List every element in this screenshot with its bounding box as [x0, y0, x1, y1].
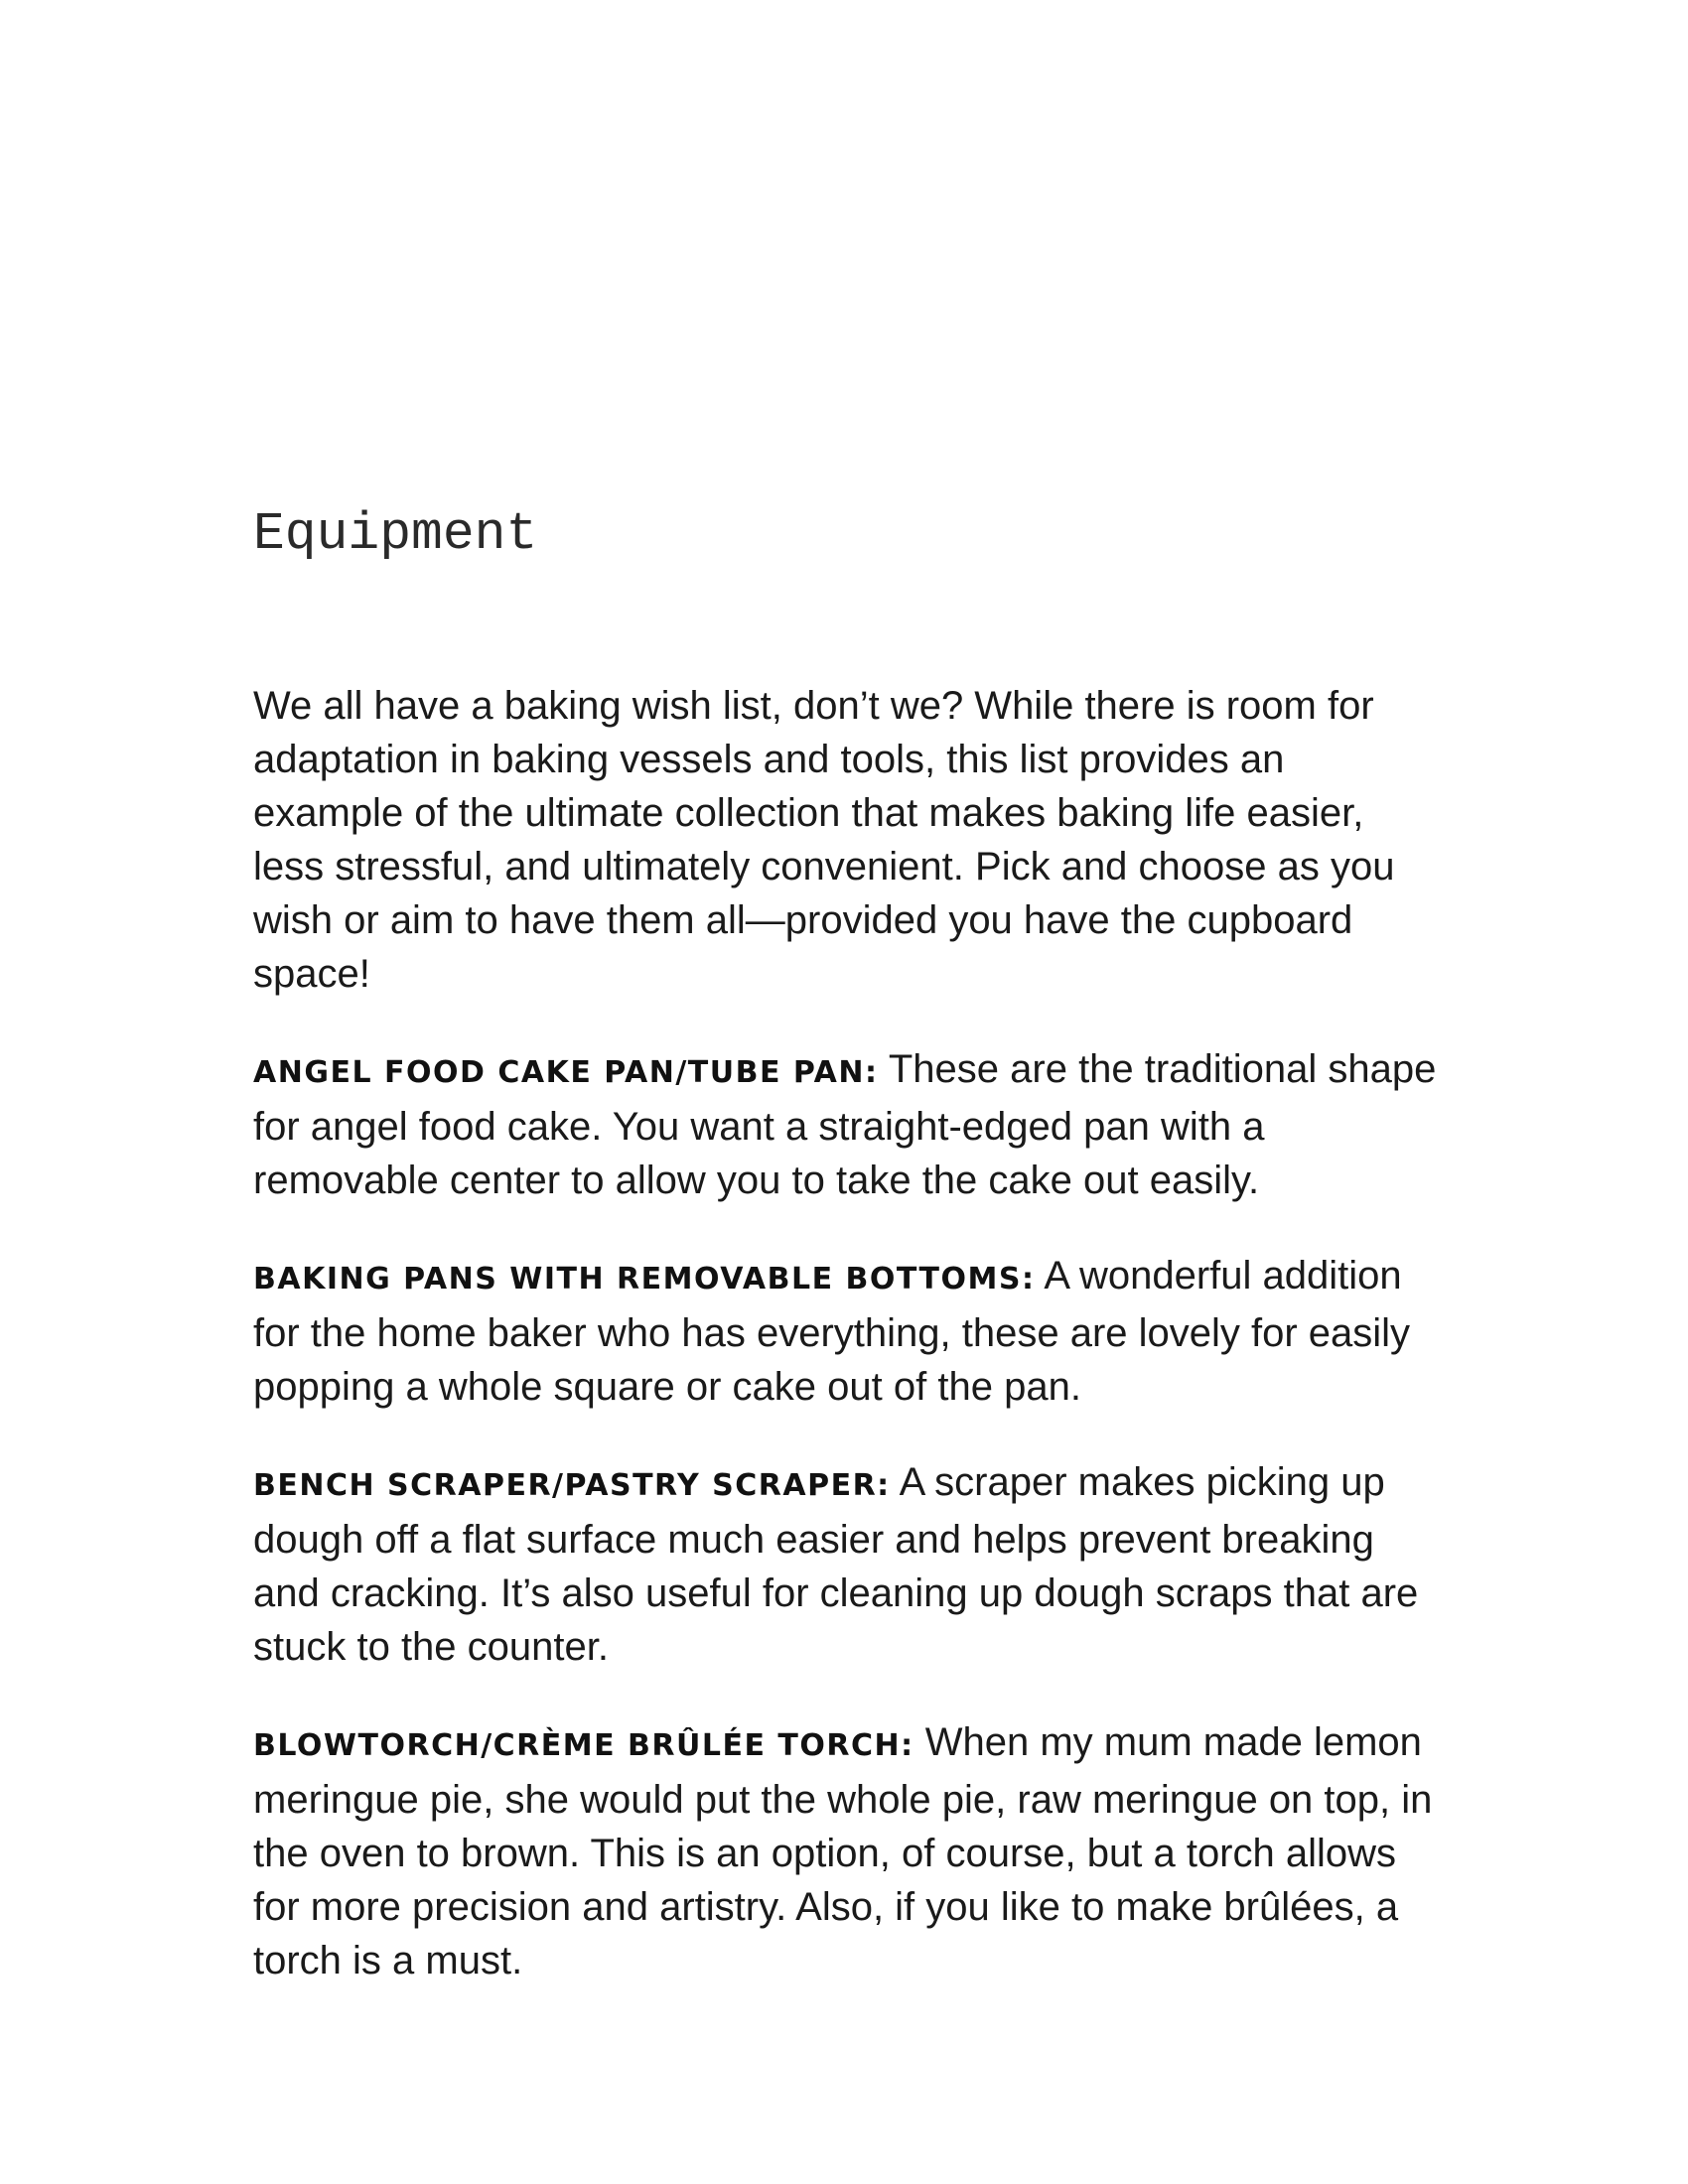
entry-blowtorch [253, 1715, 1445, 1987]
entry-description: A scraper makes picking up dough off a flat surface much easier and helps prevent breaking and cracking. It’s also useful for cleaning up dough scraps that are stuck to the counter. [253, 1460, 1419, 1669]
entry-description: When my mum made lemon meringue pie, she would put the whole pie, raw meringue on top, in the oven to brown. This is an option, of course, but a torch allows for more precision and artistry. Also, if you like to make brûlées, a torch is a must. [253, 1720, 1433, 1982]
entry-term: BENCH SCRAPER/PASTRY SCRAPER: [253, 1468, 891, 1503]
entry-term: BLOWTORCH/CRÈME BRÛLÉE TORCH: [253, 1728, 914, 1763]
entry-description: A wonderful addition for the home baker who has everything, these are lovely for easily popping a whole square or cake out of the pan. [253, 1254, 1411, 1409]
entry-term: ANGEL FOOD CAKE PAN/TUBE PAN: [253, 1055, 879, 1090]
entry-removable-bottom-pans [253, 1249, 1445, 1414]
entry-description: These are the traditional shape for angel food cake. You want a straight-edged pan with a removable center to allow you to take the cake out easily. [253, 1047, 1437, 1202]
page-title: Equipment [253, 504, 538, 564]
entry-bench-scraper [253, 1455, 1445, 1674]
entry-angel-food-cake-pan [253, 1042, 1445, 1207]
entry-term: BAKING PANS WITH REMOVABLE BOTTOMS: [253, 1262, 1036, 1297]
intro-paragraph: We all have a baking wish list, don’t we? While there is room for adaptation in baking vessels and tools, this list provides an example of the ultimate collection that makes baking life easier, less stressful, and ultimately convenient. Pick and choose as you wish or aim to have them all—provided you have the cupboard space! [253, 684, 1395, 996]
body-text [253, 679, 1445, 1987]
